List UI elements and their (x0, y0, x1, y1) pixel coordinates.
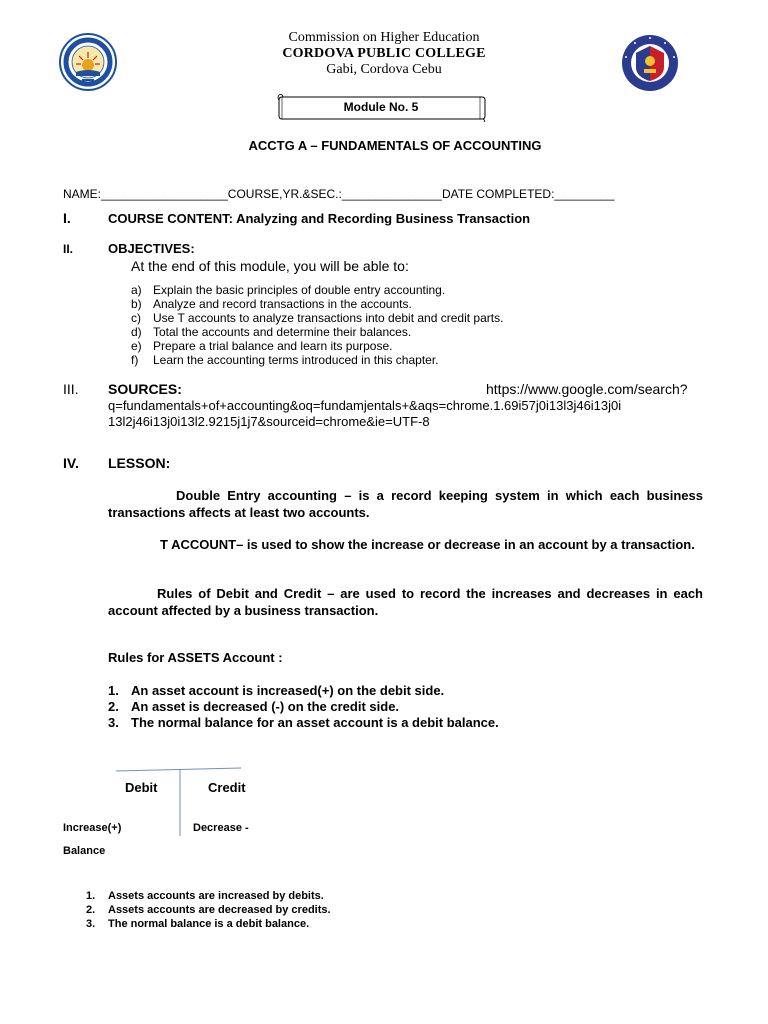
t-account-definition: T ACCOUNT– is used to show the increase or decrease in an account by a transaction. (160, 537, 695, 552)
credit-label: Credit (208, 780, 246, 795)
increase-label: Increase(+) (63, 822, 122, 834)
list-item: 1. An asset account is increased(+) on the debit side. (108, 683, 445, 698)
debit-credit-rules-definition: Rules of Debit and Credit – are used to record the increases and decreases in each account affected by a business transaction. (108, 586, 703, 618)
summary-list (86, 889, 331, 931)
debit-label: Debit (125, 780, 158, 795)
section-ii-numeral: II. (63, 242, 74, 256)
list-item: 2. An asset is decreased (-) on the credit side. (108, 699, 400, 714)
assets-rules-heading: Rules for ASSETS Account : (108, 650, 283, 665)
objective-item: c) Use T accounts to analyze transactions into debit and credit parts. (131, 311, 504, 325)
list-item: 2. Assets accounts are decreased by credits. (86, 904, 331, 916)
section-iv-numeral: IV. (63, 455, 79, 471)
objectives-list (131, 283, 503, 367)
list-item: 1. Assets accounts are increased by debits. (86, 890, 324, 902)
objective-item: b) Analyze and record transactions in the accounts. (131, 297, 412, 311)
balance-label: Balance (63, 845, 106, 857)
college-name: CORDOVA PUBLIC COLLEGE (282, 46, 486, 61)
ched-seal-logo (58, 32, 118, 92)
lesson-heading: LESSON: (108, 455, 171, 471)
objectives-heading: OBJECTIVES: (108, 241, 195, 256)
objective-item: e) Prepare a trial balance and learn its purpose. (131, 339, 393, 353)
course-title: ACCTG A – FUNDAMENTALS OF ACCOUNTING (248, 138, 542, 153)
double-entry-definition: Double Entry accounting – is a record keeping system in which each business transactions affects at least two accounts. (108, 488, 703, 520)
section-i-numeral: I. (63, 210, 71, 226)
college-address: Gabi, Cordova Cebu (326, 62, 442, 77)
source-url-end[interactable]: 13l2j46i13j0i13l2.9215j1j7&sourceid=chrome&ie=UTF-8 (108, 414, 430, 429)
source-url-middle[interactable]: q=fundamentals+of+accounting&oq=fundamjentals+&aqs=chrome.1.69i57j0i13l3j46i13j0i (108, 398, 622, 413)
module-number: Module No. 5 (343, 100, 419, 114)
sources-heading: SOURCES: (108, 381, 182, 397)
objectives-intro: At the end of this module, you will be able to: (131, 258, 409, 274)
list-item: 3. The normal balance for an asset account is a debit balance. (108, 715, 499, 730)
course-content: COURSE CONTENT: Analyzing and Recording Business Transaction (108, 211, 531, 226)
assets-rules-list (108, 683, 499, 731)
decrease-label: Decrease - (193, 822, 249, 834)
student-info-line: NAME:___________________COURSE,YR.&SEC.:_______________DATE COMPLETED:_________ (63, 187, 615, 201)
source-url-start[interactable]: https://www.google.com/search? (486, 381, 688, 397)
section-iii-numeral: III. (63, 381, 79, 397)
objective-item: d) Total the accounts and determine their balances. (131, 325, 412, 339)
objective-item: a) Explain the basic principles of double entry accounting. (131, 283, 446, 297)
cordova-public-college-logo (620, 33, 680, 93)
commission-line: Commission on Higher Education (288, 30, 480, 45)
objective-item: f) Learn the accounting terms introduced in this chapter. (131, 353, 439, 367)
list-item: 3. The normal balance is a debit balance. (86, 918, 310, 930)
